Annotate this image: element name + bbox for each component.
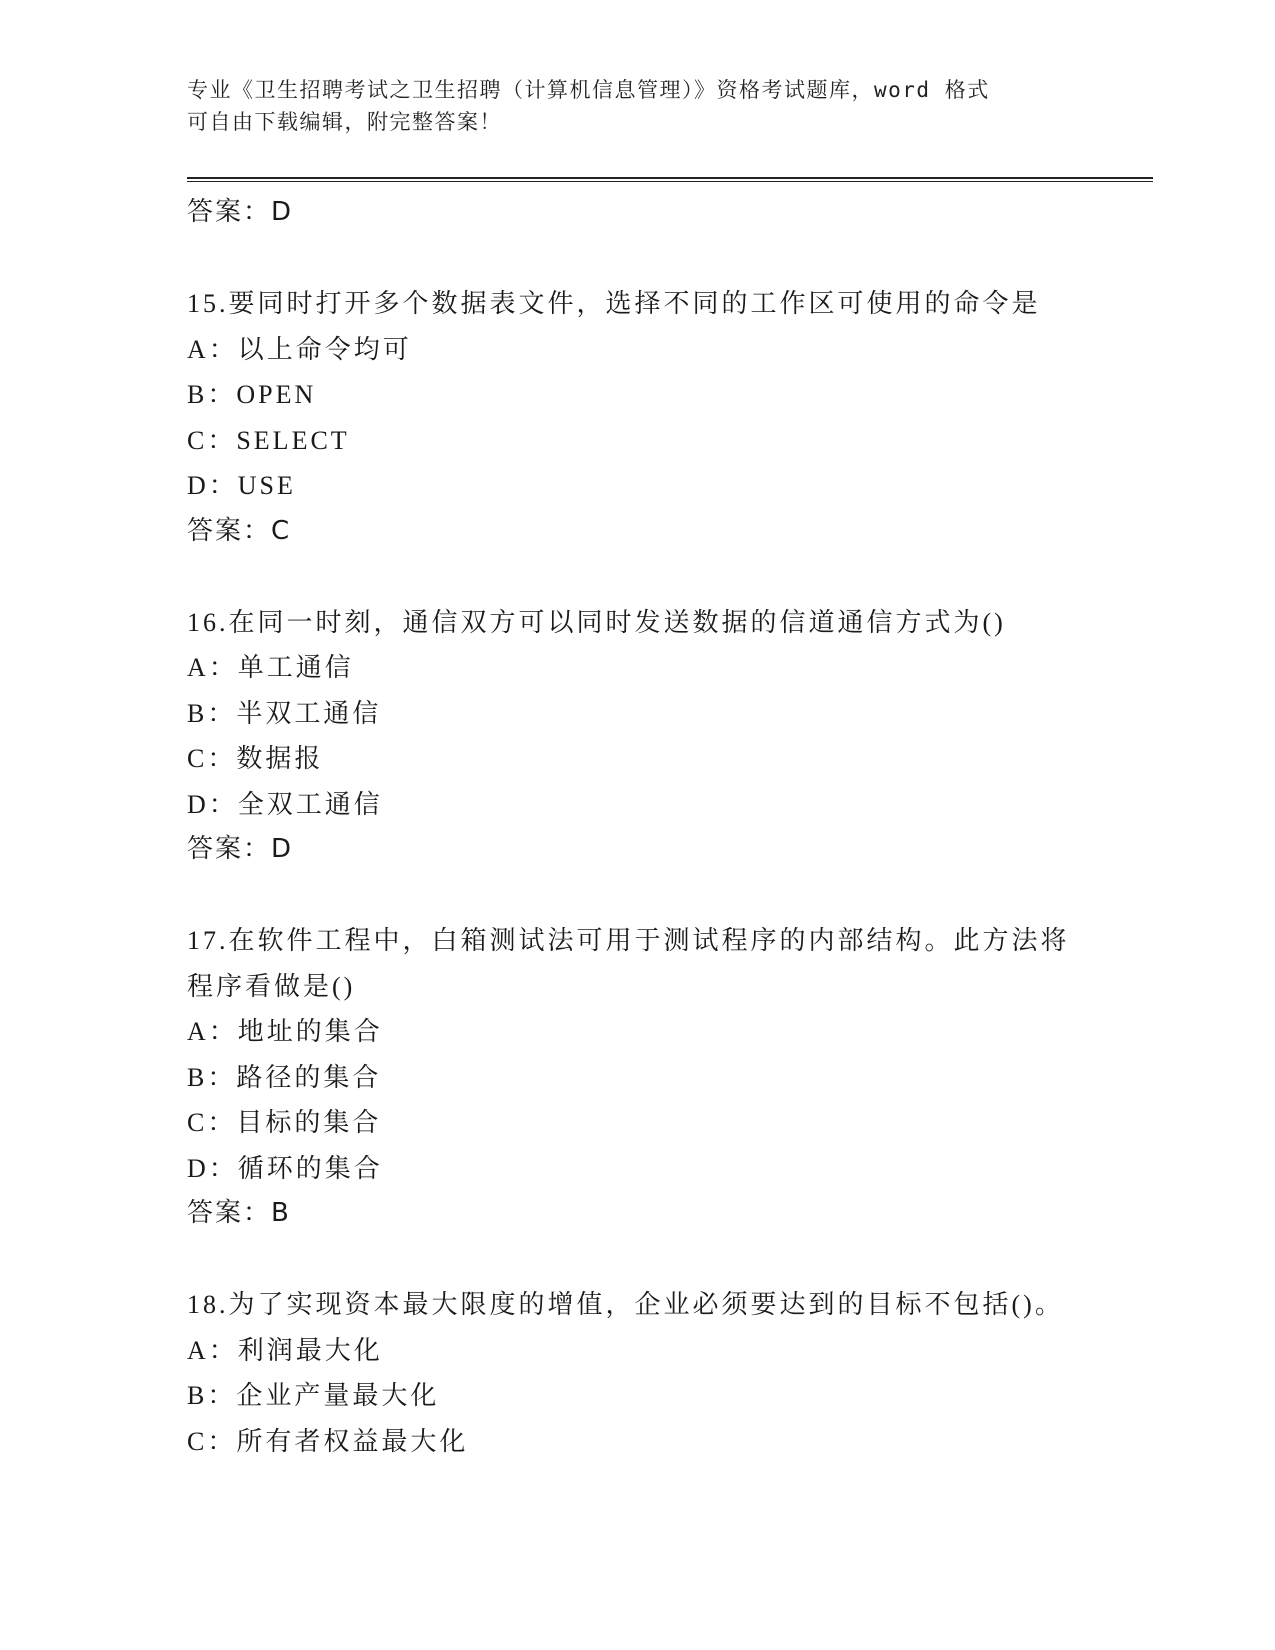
spacer xyxy=(187,236,1087,282)
question-text: 15.要同时打开多个数据表文件，选择不同的工作区可使用的命令是 xyxy=(187,289,1041,318)
option-c: C：数据报 xyxy=(187,744,324,773)
option-b: B：OPEN xyxy=(187,380,317,409)
question-text-line-2: 程序看做是() xyxy=(187,971,356,1001)
answer: 答案：D xyxy=(187,834,294,864)
option-b: B：路径的集合 xyxy=(187,1062,382,1092)
header-line-1: 专业《卫生招聘考试之卫生招聘（计算机信息管理）》资格考试题库，word 格式 xyxy=(187,78,990,102)
spacer xyxy=(187,873,1087,919)
document-body xyxy=(187,190,1087,1464)
header-divider-thin xyxy=(187,181,1153,182)
question-block-17 xyxy=(187,918,1087,1237)
option-b: B：企业产量最大化 xyxy=(187,1381,440,1410)
previous-answer: 答案：D xyxy=(187,197,294,227)
option-d: D：全双工通信 xyxy=(187,789,383,819)
question-text: 16.在同一时刻，通信双方可以同时发送数据的信道通信方式为() xyxy=(187,607,1006,637)
spacer xyxy=(187,1237,1087,1283)
option-c: C：所有者权益最大化 xyxy=(187,1426,469,1456)
option-a: A：以上命令均可 xyxy=(187,334,412,364)
question-block-16 xyxy=(187,600,1087,873)
option-a: A：单工通信 xyxy=(187,653,354,682)
option-d: D：USE xyxy=(187,471,296,500)
option-c: C：SELECT xyxy=(187,425,350,455)
header-divider-thick xyxy=(187,177,1153,179)
header-line-2: 可自由下载编辑，附完整答案！ xyxy=(187,110,502,134)
spacer xyxy=(187,554,1087,600)
question-block-18 xyxy=(187,1282,1087,1464)
option-a: A：地址的集合 xyxy=(187,1017,383,1046)
option-c: C：目标的集合 xyxy=(187,1108,382,1137)
question-text: 18.为了实现资本最大限度的增值，企业必须要达到的目标不包括()。 xyxy=(187,1290,1064,1319)
question-block-15 xyxy=(187,281,1087,554)
option-b: B：半双工通信 xyxy=(187,698,382,728)
option-a: A：利润最大化 xyxy=(187,1335,383,1365)
question-text-line-1: 17.在软件工程中，白箱测试法可用于测试程序的内部结构。此方法将 xyxy=(187,926,1070,955)
answer: 答案：C xyxy=(187,515,292,546)
answer: 答案：B xyxy=(187,1198,291,1228)
document-header xyxy=(187,74,1087,138)
option-d: D：循环的集合 xyxy=(187,1153,383,1183)
